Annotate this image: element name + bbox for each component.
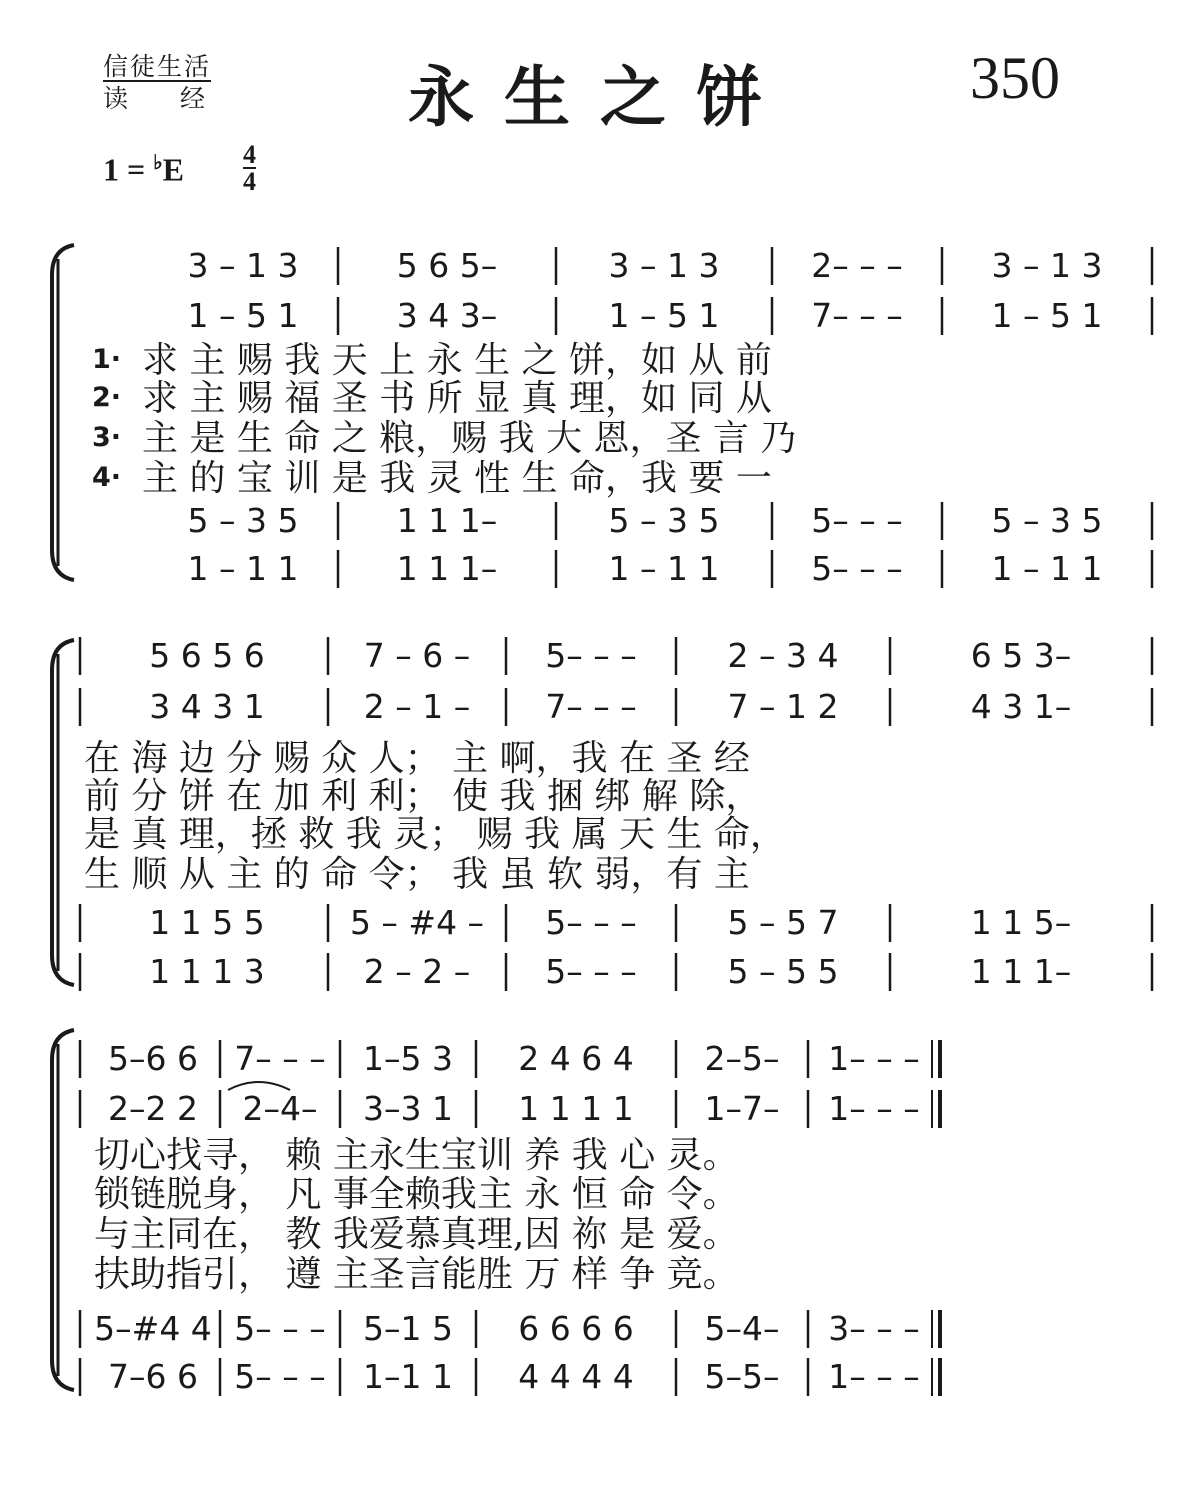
- note-group: 3 – 1 3: [991, 246, 1103, 285]
- note-group: 2 – 2 –: [363, 952, 471, 991]
- note-group: 2–4–: [242, 1089, 318, 1128]
- note-group: 1–7–: [704, 1089, 780, 1128]
- lyric-line: 前 分 饼 在 加 利 利； 使 我 捆 绑 解 除，: [84, 776, 762, 817]
- lyric-line: 求 主 赐 福 圣 书 所 显 真 理，如 同 从: [142, 378, 772, 419]
- note-group: 1 – 1 1: [187, 549, 299, 588]
- note-group: 2– – –: [811, 246, 903, 285]
- note-group: 5– – –: [811, 549, 903, 588]
- note-group: 1– – –: [828, 1089, 920, 1128]
- note-group: 5 – 5 5: [727, 952, 839, 991]
- note-group: 5 6 5 6: [149, 636, 265, 675]
- lyric-line: 切心找寻， 赖 主永生宝训 养 我 心 灵。: [94, 1135, 739, 1176]
- note-group: 1 – 1 1: [991, 549, 1103, 588]
- note-group: 1 1 1 3: [149, 952, 265, 991]
- note-group: 1 – 5 1: [991, 296, 1103, 335]
- note-group: 3 4 3 1: [149, 687, 265, 726]
- note-group: 6 5 3–: [970, 636, 1072, 675]
- meter-bottom: 4: [243, 167, 256, 196]
- note-group: 3 4 3–: [396, 296, 498, 335]
- note-group: 5– – –: [234, 1309, 326, 1348]
- note-group: 5 – #4 –: [349, 903, 485, 942]
- note-group: 1–5 3: [363, 1039, 453, 1078]
- note-group: 7– – –: [811, 296, 903, 335]
- note-group: 5– – –: [811, 501, 903, 540]
- note-group: 5–6 6: [108, 1039, 198, 1078]
- note-group: 5–#4 4: [94, 1309, 212, 1348]
- note-group: 7–6 6: [108, 1357, 198, 1396]
- note-group: 1–1 1: [363, 1357, 453, 1396]
- note-group: 1 1 1–: [396, 501, 498, 540]
- note-group: 3 – 1 3: [187, 246, 299, 285]
- lyric-line: 锁链脱身， 凡 事全赖我主 永 恒 命 令。: [94, 1174, 739, 1215]
- note-group: 5–1 5: [363, 1309, 453, 1348]
- verse-number: 4·: [92, 462, 122, 493]
- note-group: 2–5–: [704, 1039, 780, 1078]
- lyric-line: 主 是 生 命 之 粮，赐 我 大 恩，圣 言 乃: [142, 418, 797, 459]
- note-group: 7 – 6 –: [363, 636, 471, 675]
- lyric-line: 扶助指引， 遵 主圣言能胜 万 样 争 竞。: [94, 1254, 739, 1295]
- verse-number: 3·: [92, 422, 122, 453]
- note-group: 5– – –: [234, 1357, 326, 1396]
- note-group: 2 4 6 4: [518, 1039, 634, 1078]
- note-group: 5 – 3 5: [187, 501, 299, 540]
- note-group: 5–5–: [704, 1357, 780, 1396]
- note-group: 1– – –: [828, 1357, 920, 1396]
- note-group: 1 1 1–: [970, 952, 1072, 991]
- note-group: 2–2 2: [108, 1089, 198, 1128]
- note-group: 1 1 1–: [396, 549, 498, 588]
- system-bracket: [52, 245, 74, 580]
- verse-number: 2·: [92, 382, 122, 413]
- note-group: 2 – 3 4: [727, 636, 839, 675]
- note-group: 3–3 1: [363, 1089, 453, 1128]
- note-group: 7– – –: [545, 687, 637, 726]
- note-group: 5– – –: [545, 636, 637, 675]
- lyric-line: 是 真 理，拯 救 我 灵； 赐 我 属 天 生 命，: [84, 814, 786, 855]
- note-group: 5 – 3 5: [991, 501, 1103, 540]
- category-label: 信徒生活: [103, 52, 212, 81]
- system-bracket: [52, 640, 74, 985]
- note-group: 6 6 6 6: [518, 1309, 634, 1348]
- note-group: 5 – 3 5: [608, 501, 720, 540]
- note-group: 5 – 5 7: [727, 903, 839, 942]
- note-group: 1 – 5 1: [608, 296, 720, 335]
- system-bracket: [52, 1030, 74, 1390]
- note-group: 1 – 1 1: [608, 549, 720, 588]
- note-group: 5–4–: [704, 1309, 780, 1348]
- note-group: 1 1 5–: [970, 903, 1072, 942]
- note-group: 1 – 5 1: [187, 296, 299, 335]
- note-group: 4 3 1–: [970, 687, 1072, 726]
- lyric-line: 在 海 边 分 赐 众 人； 主 啊，我 在 圣 经: [84, 738, 750, 779]
- note-group: 4 4 4 4: [518, 1357, 634, 1396]
- note-group: 3 – 1 3: [608, 246, 720, 285]
- verse-number: 1·: [92, 344, 122, 375]
- note-group: 2 – 1 –: [363, 687, 471, 726]
- lyric-line: 与主同在， 教 我爱慕真理,因 祢 是 爱。: [94, 1214, 739, 1255]
- note-group: 5– – –: [545, 952, 637, 991]
- note-group: 5– – –: [545, 903, 637, 942]
- note-group: 3– – –: [828, 1309, 920, 1348]
- note-group: 1 1 1 1: [518, 1089, 634, 1128]
- note-group: 1 1 5 5: [149, 903, 265, 942]
- hymn-title: 永生之饼: [408, 58, 792, 136]
- meter-top: 4: [243, 140, 256, 169]
- subcategory-label: 读经: [103, 84, 258, 113]
- note-group: 7 – 1 2: [727, 687, 839, 726]
- lyric-line: 求 主 赐 我 天 上 永 生 之 饼，如 从 前: [142, 340, 772, 381]
- lyric-line: 生 顺 从 主 的 命 令； 我 虽 软 弱，有 主: [84, 854, 750, 895]
- note-group: 1– – –: [828, 1039, 920, 1078]
- key-signature: 1 = ♭E: [103, 151, 185, 188]
- note-group: 5 6 5–: [396, 246, 498, 285]
- note-group: 7– – –: [234, 1039, 326, 1078]
- hymn-number: 350: [970, 45, 1060, 111]
- lyric-line: 主 的 宝 训 是 我 灵 性 生 命，我 要 一: [142, 458, 772, 499]
